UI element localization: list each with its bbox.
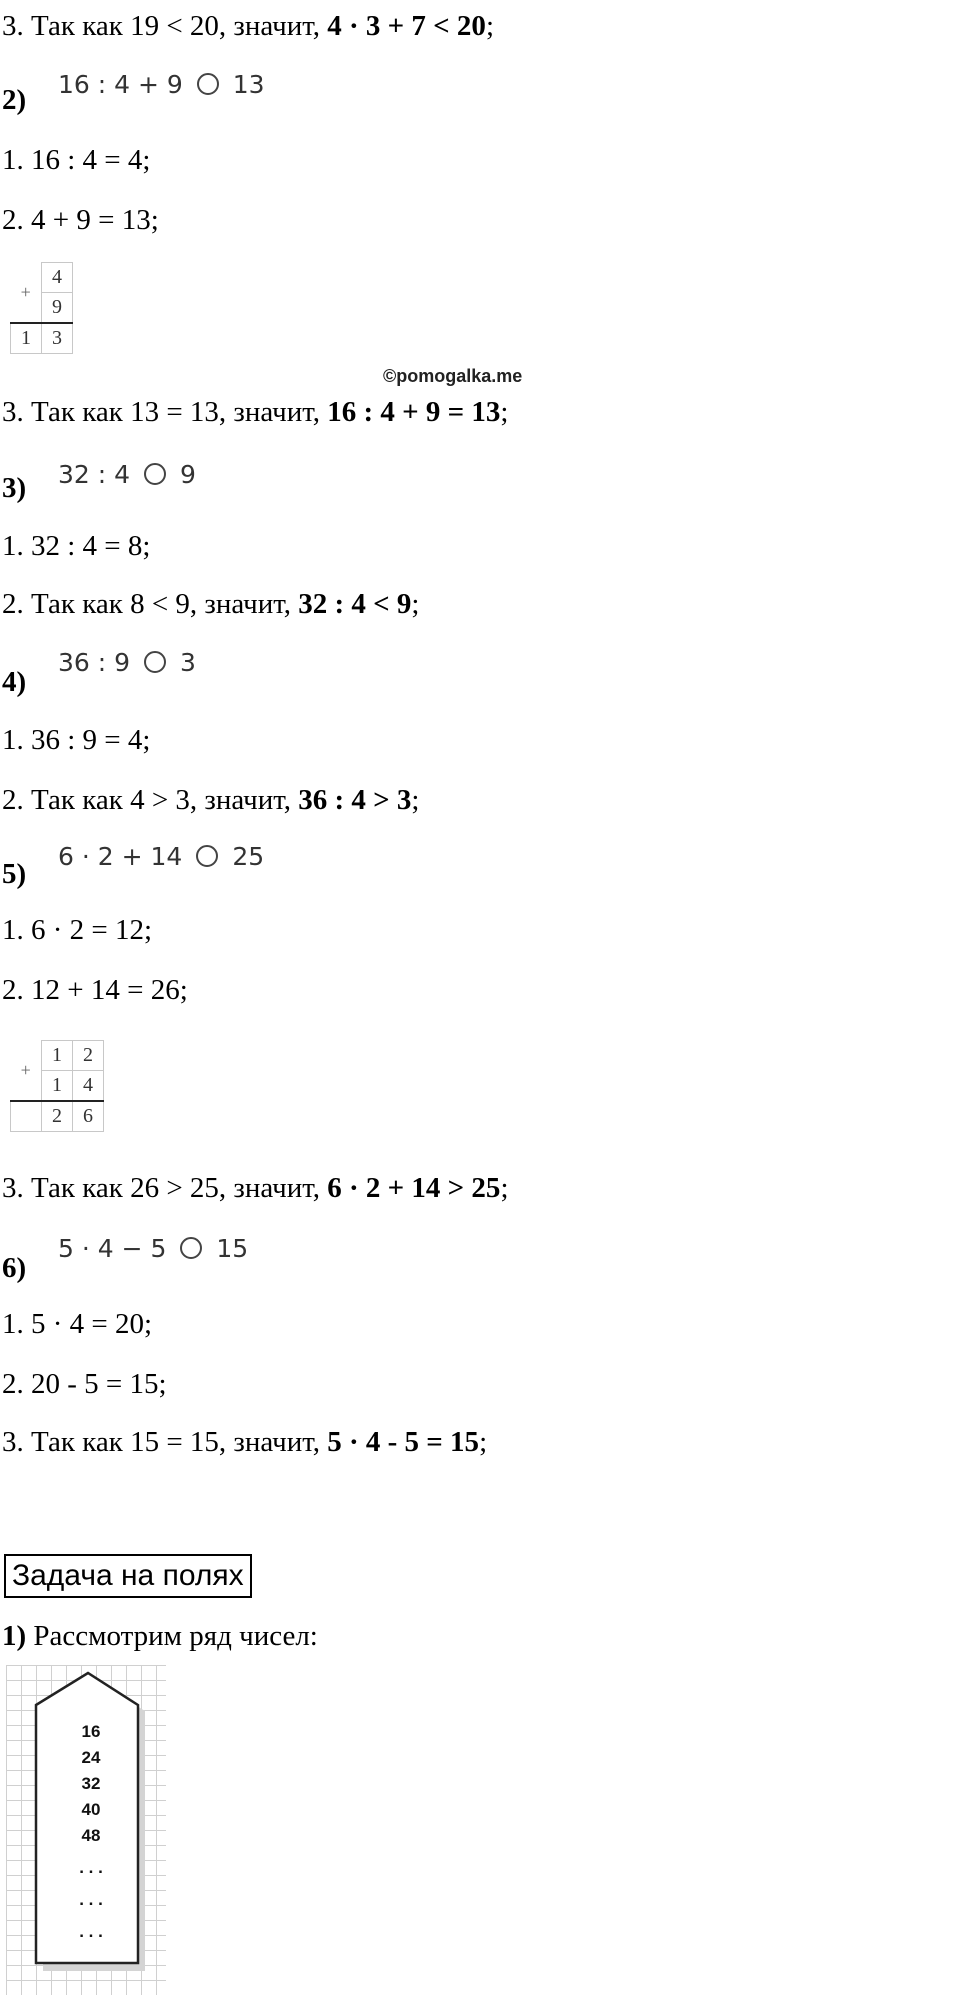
task-right: 13: [232, 70, 265, 99]
step-tail: ;: [500, 396, 509, 428]
step-tail: ;: [500, 1172, 509, 1204]
item-5-label: 5): [2, 858, 27, 890]
compare-circle-icon: [144, 463, 166, 485]
step-1-line: 1. 5 · 4 = 20;: [2, 1308, 153, 1340]
step-tail: ;: [411, 588, 420, 620]
sequence-item: 24: [81, 1748, 101, 1767]
task-left: 16 : 4 + 9: [58, 70, 183, 99]
compare-circle-icon: [180, 1237, 202, 1259]
step-2-line: 2. 4 + 9 = 13;: [2, 204, 159, 236]
step-1-line: 1. 32 : 4 = 8;: [2, 530, 151, 562]
digit: 4: [42, 263, 73, 293]
step-result: 6 · 2 + 14 > 25: [327, 1172, 501, 1204]
digit: 2: [73, 1041, 104, 1071]
step-3-line: [2, 1424, 487, 1460]
digit: 2: [42, 1101, 73, 1132]
watermark: ©pomogalka.me: [383, 366, 523, 386]
step-text: 2. Так как 4 > 3, значит,: [2, 784, 299, 816]
step-result: 5 · 4 - 5 = 15: [327, 1426, 480, 1458]
sequence-item: 16: [81, 1722, 101, 1741]
step-tail: ;: [411, 784, 420, 816]
step-result: 4 · 3 + 7 < 20: [327, 10, 486, 42]
step-2-line: [2, 586, 419, 622]
digit: 1: [11, 323, 42, 354]
step-1-line: 1. 6 · 2 = 12;: [2, 914, 153, 946]
sequence-list: [56, 1719, 126, 1945]
step-2-line: 2. 12 + 14 = 26;: [2, 974, 188, 1006]
item-2-label: 2): [2, 84, 27, 116]
task-right: 25: [232, 842, 265, 871]
plus-sign: +: [20, 1059, 31, 1080]
compare-circle-icon: [144, 651, 166, 673]
intro-text: Рассмотрим ряд чисел:: [26, 1620, 318, 1652]
empty-cell: [11, 1101, 42, 1132]
task-right: 9: [180, 460, 196, 489]
margin-task-intro: [2, 1618, 318, 1654]
task-right: 15: [216, 1234, 249, 1263]
task-left: 6 · 2 + 14: [58, 842, 183, 871]
margin-task-title: Задача на полях: [4, 1554, 252, 1598]
step-text: 3. Так как 19 < 20, значит,: [2, 10, 328, 42]
step-text: 3. Так как 15 = 15, значит,: [2, 1426, 328, 1458]
item-3-label: 3): [2, 472, 27, 504]
task-right: 3: [180, 648, 196, 677]
sequence-item: 48: [81, 1826, 101, 1845]
step-text: 2. Так как 8 < 9, значит,: [2, 588, 299, 620]
task-2-expression: [58, 70, 265, 99]
number-sequence-figure: [6, 1665, 166, 1995]
task-6-expression: [58, 1234, 248, 1263]
step-result: 36 : 4 > 3: [298, 784, 412, 816]
task-5-expression: [58, 842, 264, 871]
compare-circle-icon: [196, 845, 218, 867]
sequence-item: 32: [81, 1774, 101, 1793]
step-3-line: [2, 8, 494, 44]
digit: 1: [42, 1041, 73, 1071]
task-left: 32 : 4: [58, 460, 131, 489]
task-left: 36 : 9: [58, 648, 131, 677]
step-tail: ;: [479, 1426, 488, 1458]
task-3-expression: [58, 460, 196, 489]
digit: 1: [42, 1071, 73, 1102]
task-left: 5 · 4 − 5: [58, 1234, 167, 1263]
column-addition-2: [10, 1040, 104, 1132]
plus-sign: +: [20, 281, 31, 302]
digit: 4: [73, 1071, 104, 1102]
intro-number: 1): [2, 1620, 27, 1652]
step-3-line: [2, 1170, 509, 1206]
item-4-label: 4): [2, 666, 27, 698]
step-result: 16 : 4 + 9 = 13: [327, 396, 501, 428]
column-addition-1: [10, 262, 73, 354]
step-1-line: 1. 16 : 4 = 4;: [2, 144, 151, 176]
step-1-line: 1. 36 : 9 = 4;: [2, 724, 151, 756]
compare-circle-icon: [197, 73, 219, 95]
sequence-item: . . .: [79, 1890, 103, 1909]
step-2-line: 2. 20 - 5 = 15;: [2, 1368, 167, 1400]
task-4-expression: [58, 648, 196, 677]
digit: 9: [42, 293, 73, 324]
item-6-label: 6): [2, 1252, 27, 1284]
digit: 3: [42, 323, 73, 354]
sequence-item: . . .: [79, 1922, 103, 1941]
step-text: 3. Так как 26 > 25, значит,: [2, 1172, 328, 1204]
sequence-item: . . .: [79, 1858, 103, 1877]
step-result: 32 : 4 < 9: [298, 588, 412, 620]
sequence-item: 40: [81, 1800, 101, 1819]
step-3-line: [2, 394, 508, 430]
step-text: 3. Так как 13 = 13, значит,: [2, 396, 328, 428]
digit: 6: [73, 1101, 104, 1132]
step-tail: ;: [485, 10, 494, 42]
step-2-line: [2, 782, 419, 818]
